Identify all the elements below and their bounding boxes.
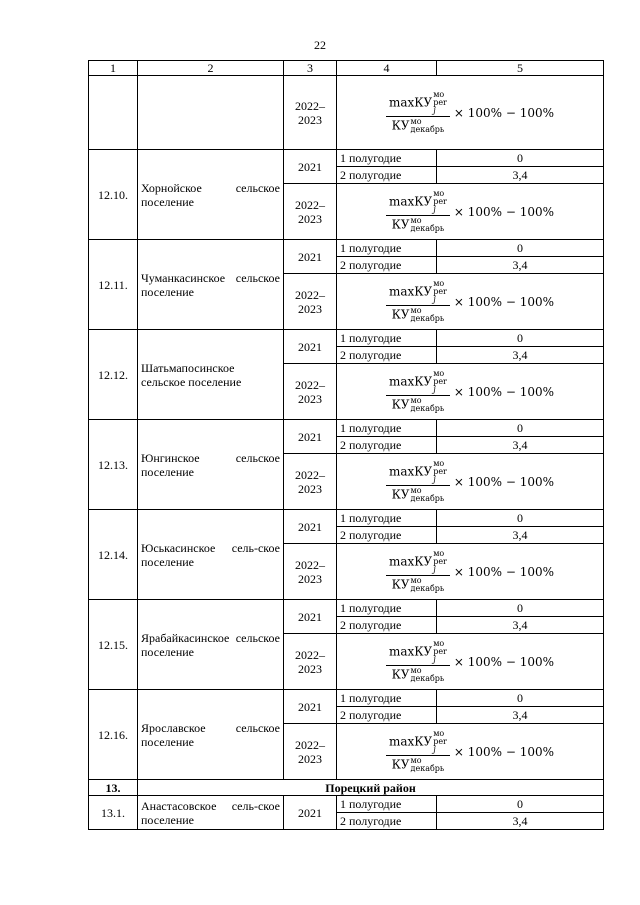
- formula-fraction: [386, 730, 450, 773]
- row-year: 2021: [284, 600, 337, 634]
- row-number: 12.15.: [89, 600, 138, 690]
- formula-denominator: КУ мо декабрь: [391, 756, 445, 773]
- formula-cell: [337, 544, 604, 600]
- formula-denominator: КУ мо декабрь: [391, 396, 445, 413]
- formula-numerator: maxКУ мо per j: [386, 91, 450, 117]
- table-body: [89, 61, 604, 830]
- formula: [340, 91, 600, 134]
- formula: [340, 550, 600, 593]
- formula: [340, 730, 600, 773]
- half-year-value: 0: [437, 690, 604, 707]
- formula-rest: × 100% − 100%: [453, 654, 555, 669]
- half-year-value: 0: [437, 600, 604, 617]
- formula-rest: × 100% − 100%: [453, 105, 555, 120]
- formula-fraction: [386, 460, 450, 503]
- formula-cell: [337, 724, 604, 780]
- formula-fraction: [386, 370, 450, 413]
- half-year-value: 3,4: [437, 347, 604, 364]
- row-year: 2021: [284, 240, 337, 274]
- formula-denominator: КУ мо декабрь: [391, 576, 445, 593]
- table-row: [89, 420, 604, 437]
- row-number: 12.10.: [89, 150, 138, 240]
- row-name: Шатьмапосинское сельское поселение: [138, 330, 284, 420]
- half-year-label: 1 полугодие: [337, 600, 437, 617]
- section-title: Порецкий район: [138, 780, 604, 796]
- half-year-value: 0: [437, 150, 604, 167]
- row-name: Хорнойское сельское поселение: [138, 150, 284, 240]
- row-years: 2022– 2023: [284, 76, 337, 150]
- formula-rest: × 100% − 100%: [453, 564, 555, 579]
- formula-fraction: [386, 91, 450, 134]
- half-year-label: 1 полугодие: [337, 240, 437, 257]
- table-row: [89, 690, 604, 707]
- row-number: 13.1.: [89, 796, 138, 830]
- half-year-value: 3,4: [437, 813, 604, 830]
- tariff-table: [88, 60, 604, 830]
- section-row: [89, 780, 604, 796]
- half-year-label: 1 полугодие: [337, 510, 437, 527]
- formula: [340, 280, 600, 323]
- row-year: 2021: [284, 150, 337, 184]
- formula-numerator: maxКУ мо per j: [386, 550, 450, 576]
- formula: [340, 370, 600, 413]
- continuation-row: [89, 76, 604, 150]
- row-years: 2022– 2023: [284, 184, 337, 240]
- formula-cell: [337, 184, 604, 240]
- header-cell-5: 5: [437, 61, 604, 76]
- row-year: 2021: [284, 510, 337, 544]
- row-name: Ярабайкасинское сельское поселение: [138, 600, 284, 690]
- row-years: 2022– 2023: [284, 274, 337, 330]
- formula-fraction: [386, 280, 450, 323]
- half-year-label: 1 полугодие: [337, 420, 437, 437]
- row-number: 12.16.: [89, 690, 138, 780]
- formula-rest: × 100% − 100%: [453, 384, 555, 399]
- row-year: 2021: [284, 690, 337, 724]
- half-year-label: 1 полугодие: [337, 690, 437, 707]
- table-row: [89, 240, 604, 257]
- half-year-value: 3,4: [437, 707, 604, 724]
- header-cell-4: 4: [337, 61, 437, 76]
- formula-denominator: КУ мо декабрь: [391, 666, 445, 683]
- half-year-label: 1 полугодие: [337, 330, 437, 347]
- formula-cell: [337, 634, 604, 690]
- row-number: 12.14.: [89, 510, 138, 600]
- formula-denominator: КУ мо декабрь: [391, 216, 445, 233]
- header-cell-2: 2: [138, 61, 284, 76]
- row-years: 2022– 2023: [284, 364, 337, 420]
- formula-numerator: maxКУ мо per j: [386, 370, 450, 396]
- row-years: 2022– 2023: [284, 454, 337, 510]
- formula-denominator: КУ мо декабрь: [391, 486, 445, 503]
- table-row: [89, 796, 604, 813]
- half-year-label: 2 полугодие: [337, 167, 437, 184]
- half-year-value: 3,4: [437, 437, 604, 454]
- half-year-label: 1 полугодие: [337, 796, 437, 813]
- table-row: [89, 150, 604, 167]
- formula-rest: × 100% − 100%: [453, 294, 555, 309]
- row-year: 2021: [284, 796, 337, 830]
- formula-denominator: КУ мо декабрь: [391, 117, 445, 134]
- table-row: [89, 510, 604, 527]
- row-year: 2021: [284, 420, 337, 454]
- half-year-value: 3,4: [437, 167, 604, 184]
- formula-numerator: maxКУ мо per j: [386, 640, 450, 666]
- half-year-label: 2 полугодие: [337, 617, 437, 634]
- formula-fraction: [386, 550, 450, 593]
- half-year-value: 0: [437, 796, 604, 813]
- formula-rest: × 100% − 100%: [453, 204, 555, 219]
- row-name: Ярославское сельское поселение: [138, 690, 284, 780]
- formula: [340, 190, 600, 233]
- formula-cell: [337, 364, 604, 420]
- half-year-value: 0: [437, 510, 604, 527]
- formula-cell: [337, 76, 604, 150]
- half-year-value: 0: [437, 420, 604, 437]
- formula-numerator: maxКУ мо per j: [386, 280, 450, 306]
- half-year-label: 2 полугодие: [337, 437, 437, 454]
- row-years: 2022– 2023: [284, 634, 337, 690]
- formula-numerator: maxКУ мо per j: [386, 190, 450, 216]
- formula-cell: [337, 454, 604, 510]
- row-year: 2021: [284, 330, 337, 364]
- section-number: 13.: [89, 780, 138, 796]
- formula-numerator: maxКУ мо per j: [386, 730, 450, 756]
- row-name: Чуманкасинское сельское поселение: [138, 240, 284, 330]
- half-year-label: 2 полугодие: [337, 527, 437, 544]
- half-year-label: 2 полугодие: [337, 707, 437, 724]
- formula-fraction: [386, 640, 450, 683]
- page-number: 22: [314, 38, 326, 52]
- row-name: Юськасинское сель-ское поселение: [138, 510, 284, 600]
- half-year-value: 3,4: [437, 257, 604, 274]
- row-number: 12.12.: [89, 330, 138, 420]
- formula-rest: × 100% − 100%: [453, 474, 555, 489]
- row-years: 2022– 2023: [284, 724, 337, 780]
- row-number: 12.13.: [89, 420, 138, 510]
- row-number: 12.11.: [89, 240, 138, 330]
- row-years: 2022– 2023: [284, 544, 337, 600]
- row-name: Юнгинское сельское поселение: [138, 420, 284, 510]
- formula-rest: × 100% − 100%: [453, 744, 555, 759]
- half-year-label: 1 полугодие: [337, 150, 437, 167]
- row-name: Анастасовское сель-ское поселение: [138, 796, 284, 830]
- half-year-label: 2 полугодие: [337, 257, 437, 274]
- formula-cell: [337, 274, 604, 330]
- formula: [340, 640, 600, 683]
- header-row: [89, 61, 604, 76]
- half-year-value: 0: [437, 330, 604, 347]
- half-year-value: 0: [437, 240, 604, 257]
- formula-fraction: [386, 190, 450, 233]
- formula-numerator: maxКУ мо per j: [386, 460, 450, 486]
- table-row: [89, 600, 604, 617]
- half-year-value: 3,4: [437, 527, 604, 544]
- row-name: [138, 76, 284, 150]
- half-year-value: 3,4: [437, 617, 604, 634]
- row-number: [89, 76, 138, 150]
- header-cell-3: 3: [284, 61, 337, 76]
- formula-denominator: КУ мо декабрь: [391, 306, 445, 323]
- half-year-label: 2 полугодие: [337, 347, 437, 364]
- header-cell-1: 1: [89, 61, 138, 76]
- table-row: [89, 330, 604, 347]
- formula: [340, 460, 600, 503]
- half-year-label: 2 полугодие: [337, 813, 437, 830]
